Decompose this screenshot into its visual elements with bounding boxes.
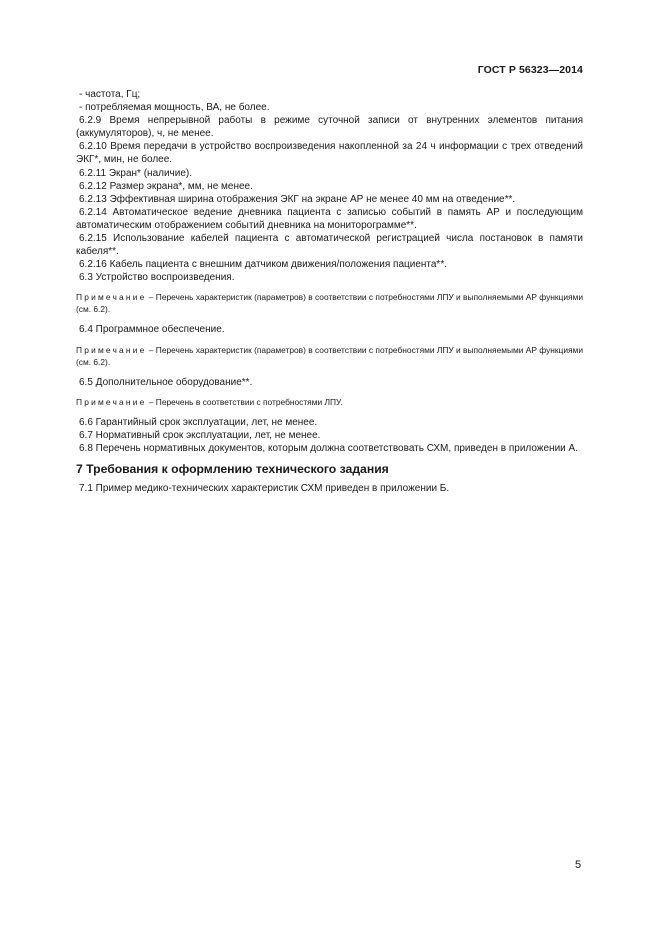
note-text: – Перечень характеристик (параметров) в соответствии с потребностями ЛПУ и выполняемыми АР функциями (см. 6.2). [76,292,583,315]
paragraph-6-5: 6.5 Дополнительное оборудование**. [79,376,253,388]
paragraph-7-1: 7.1 Пример медико-технических характеристик СХМ приведен в приложении Б. [79,482,450,494]
paragraph-6-2-16: 6.2.16 Кабель пациента с внешним датчиком движения/положения пациента**. [79,259,447,271]
note-text: – Перечень характеристик (параметров) в соответствии с потребностями ЛПУ и выполняемыми АР функциями (см. 6.2). [76,344,583,367]
note-3 [76,396,583,408]
document-body [76,88,583,495]
list-item-text: - частота, Гц; [79,89,141,100]
paragraph-6-2-9: 6.2.9 Время непрерывной работы в режиме суточной записи от внутренних элементов питания (аккумуляторов), ч, не менее. [76,115,583,140]
paragraph-6-7: 6.7 Нормативный срок эксплуатации, лет, не менее. [79,429,321,441]
section-heading-7: 7 Требования к оформлению технического задания [76,461,389,476]
paragraph-6-8: 6.8 Перечень нормативных документов, которым должна соответствовать СХМ, приведен в приложении А. [79,442,578,454]
paragraph-6-4: 6.4 Программное обеспечение. [79,324,225,336]
list-item [76,101,583,114]
page-number: 5 [575,859,582,871]
note-1 [76,291,583,315]
paragraph-6-2-13: 6.2.13 Эффективная ширина отображения ЭКГ на экране АР не менее 40 мм на отведение**. [79,193,516,205]
paragraph-6-3: 6.3 Устройство воспроизведения. [79,272,235,284]
paragraph-6-2-15: 6.2.15 Использование кабелей пациента с автоматической регистрацией числа постановок в памяти кабеля**. [76,233,583,258]
paragraph-6-2-14: 6.2.14 Автоматическое ведение дневника пациента с записью событий в память АР и последующим автоматическим отображением событий дневника на мониторограмме**. [76,206,583,231]
note-label: Примечание [76,344,147,355]
note-label: Примечание [76,396,147,407]
paragraph-6-6: 6.6 Гарантийный срок эксплуатации, лет, не менее. [79,416,318,428]
paragraph-6-2-11: 6.2.11 Экран* (наличие). [79,167,193,179]
note-2 [76,344,583,368]
document-header: ГОСТ Р 56323—2014 [477,64,583,76]
note-text: – Перечень в соответствии с потребностями ЛПУ. [146,396,343,407]
paragraph-6-2-10: 6.2.10 Время передачи в устройство воспроизведения накопленной за 24 ч информации с трех отведений ЭКГ*, мин, не более. [76,141,583,166]
list-item [76,88,583,101]
note-label: Примечание [76,292,147,303]
list-item-text: - потребляемая мощность, ВА, не более. [79,102,270,114]
paragraph-6-2-12: 6.2.12 Размер экрана*, мм, не менее. [79,180,253,192]
